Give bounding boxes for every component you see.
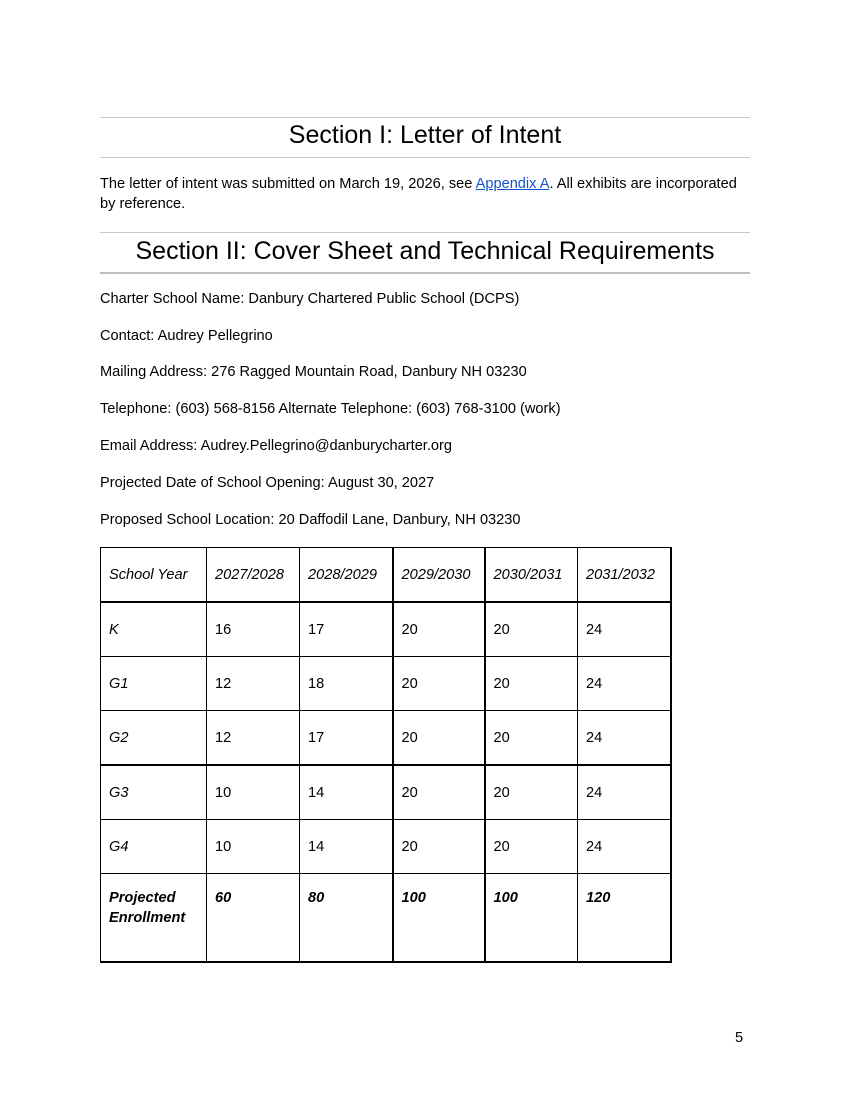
contact: Contact: Audrey Pellegrino	[100, 328, 273, 344]
table-cell: 17	[300, 711, 393, 766]
section1-text-after-link: . All exhibits are incorporated by reference.	[100, 176, 737, 212]
section1-paragraph	[100, 174, 750, 214]
table-cell: 24	[578, 711, 671, 766]
section1-text-before-link: The letter of intent was submitted on March 19, 2026, see	[100, 176, 476, 192]
table-cell: 20	[485, 602, 578, 657]
table-cell: 17	[300, 602, 393, 657]
table-cell: 10	[207, 820, 300, 874]
table-cell: 20	[393, 602, 485, 657]
page-number: 5	[735, 1030, 744, 1046]
table-total-row	[101, 874, 671, 963]
row-label: G3	[101, 765, 207, 820]
table-cell: 16	[207, 602, 300, 657]
section2-title: Section II: Cover Sheet and Technical Requirements	[135, 237, 715, 265]
table-cell: 24	[578, 657, 671, 711]
header-cell: 2030/2031	[485, 548, 578, 603]
table-cell: 24	[578, 765, 671, 820]
table-cell: 20	[485, 820, 578, 874]
table-cell: 12	[207, 711, 300, 766]
table-cell: 18	[300, 657, 393, 711]
table-cell: 20	[393, 820, 485, 874]
table-cell: 20	[393, 711, 485, 766]
table-header-row	[101, 548, 671, 603]
appendix-a-link[interactable]: Appendix A	[475, 176, 550, 192]
section1-bottom-rule	[100, 157, 750, 158]
total-cell: 100	[485, 874, 578, 963]
table-cell: 12	[207, 657, 300, 711]
proposed-location: Proposed School Location: 20 Daffodil Lane, Danbury, NH 03230	[100, 512, 521, 528]
table-cell: 10	[207, 765, 300, 820]
table-cell: 20	[485, 765, 578, 820]
total-cell: 100	[393, 874, 485, 963]
table-cell: 24	[578, 602, 671, 657]
section1-top-rule	[100, 117, 750, 118]
total-label: Projected Enrollment	[101, 874, 207, 963]
total-cell: 80	[300, 874, 393, 963]
row-label: G4	[101, 820, 207, 874]
total-cell: 60	[207, 874, 300, 963]
section2-bottom-rule	[100, 272, 750, 274]
email-address: Email Address: Audrey.Pellegrino@danburycharter.org	[100, 438, 453, 454]
row-label: G2	[101, 711, 207, 766]
table-cell: 20	[485, 657, 578, 711]
table-row	[101, 765, 671, 820]
telephone: Telephone: (603) 568-8156 Alternate Telephone: (603) 768-3100 (work)	[100, 401, 561, 417]
table-cell: 20	[393, 657, 485, 711]
section1-title: Section I: Letter of Intent	[288, 121, 562, 149]
table-row	[101, 820, 671, 874]
table-cell: 24	[578, 820, 671, 874]
table-cell: 14	[300, 765, 393, 820]
projected-opening-date: Projected Date of School Opening: August 30, 2027	[100, 475, 435, 491]
table-cell: 14	[300, 820, 393, 874]
table-cell: 20	[485, 711, 578, 766]
enrollment-table	[100, 547, 672, 963]
charter-school-name: Charter School Name: Danbury Chartered Public School (DCPS)	[100, 291, 520, 307]
section2-top-rule	[100, 232, 750, 233]
header-cell: 2031/2032	[578, 548, 671, 603]
table-cell: 20	[393, 765, 485, 820]
table-row	[101, 711, 671, 766]
header-cell: School Year	[101, 548, 207, 603]
mailing-address: Mailing Address: 276 Ragged Mountain Road, Danbury NH 03230	[100, 364, 527, 380]
header-cell: 2029/2030	[393, 548, 485, 603]
total-cell: 120	[578, 874, 671, 963]
table-row	[101, 657, 671, 711]
row-label: G1	[101, 657, 207, 711]
header-cell: 2028/2029	[300, 548, 393, 603]
table-row	[101, 602, 671, 657]
row-label: K	[101, 602, 207, 657]
header-cell: 2027/2028	[207, 548, 300, 603]
